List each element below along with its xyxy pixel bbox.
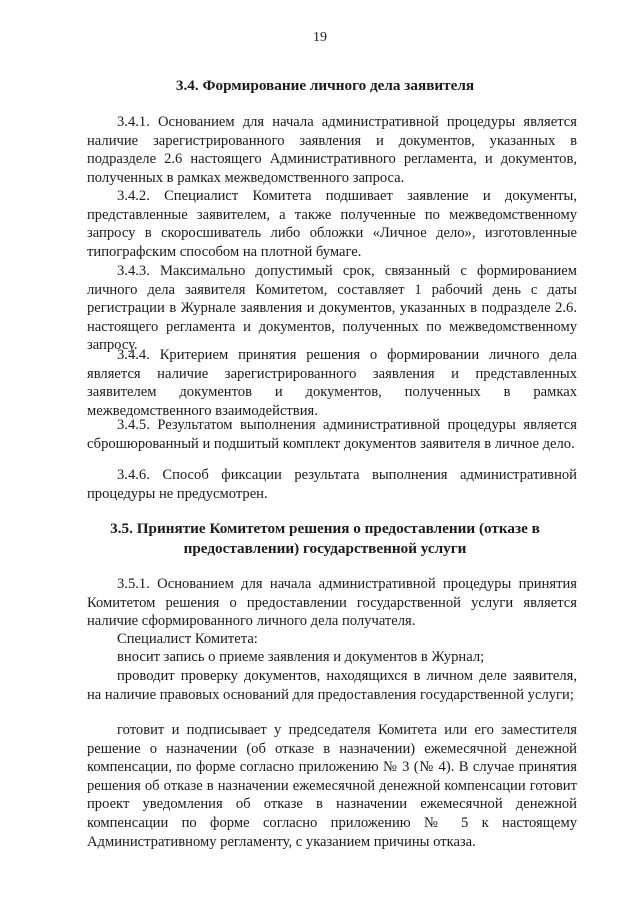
section-3-5-heading-line1: 3.5. Принятие Комитетом решения о предоставлении (отказе в: [110, 520, 540, 537]
paragraph-3-4-3: 3.4.3. Максимально допустимый срок, связанный с формированием личного дела заявителя Комитетом, составляет 1 рабочий день с даты регистрации в Журнале заявления и документов, указанных в подразделе 2.6. настоящего регламента и документов, полученных по межведомственному запросу.: [87, 263, 577, 354]
paragraph-3-4-2: 3.4.2. Специалист Комитета подшивает заявление и документы, представленные заявителем, а также полученные по межведомственному запросу в скоросшиватель либо обложки «Личное дело», изготовленные типографским способом на плотной бумаге.: [87, 188, 577, 260]
section-3-5-heading-line2: предоставлении) государственной услуги: [183, 540, 467, 557]
section-3-4-heading: 3.4. Формирование личного дела заявителя: [175, 77, 475, 94]
paragraph-decision-prep: готовит и подписывает у председателя Комитета или его заместителя решение о назначении (об отказе в назначении) ежемесячной денежной компенсации, по форме согласно приложению № 3 (№ 4). В случае принятия решения об отказе в назначении ежемесячной денежной компенсации готовит проект уведомления об отказе в назначении ежемесячной денежной компенсации по форме согласно приложению № 5 к настоящему Административному регламенту, с указанием причины отказа.: [87, 722, 577, 850]
paragraph-journal-entry: вносит запись о приеме заявления и документов в Журнал;: [117, 649, 485, 665]
paragraph-document-check: проводит проверку документов, находящихся в личном деле заявителя, на наличие правовых оснований для предоставления государственной услуги;: [87, 668, 577, 703]
paragraph-3-4-4: 3.4.4. Критерием принятия решения о формировании личного дела является наличие зарегистрированного заявления и представленных заявителем документов и документов, полученных в рамках межведомственного взаимодействия.: [87, 347, 577, 419]
paragraph-3-4-5: 3.4.5. Результатом выполнения административной процедуры является сброшюрованный и подшитый комплект документов заявителя в личное дело.: [87, 417, 577, 452]
paragraph-3-4-6: 3.4.6. Способ фиксации результата выполнения административной процедуры не предусмотрен.: [87, 467, 577, 502]
paragraph-specialist: Специалист Комитета:: [117, 631, 258, 647]
page-number: 19: [313, 30, 327, 45]
paragraph-3-4-1: 3.4.1. Основанием для начала административной процедуры является наличие зарегистрированного заявления и документов, указанных в подразделе 2.6 настоящего Административного регламента, и документов, полученных в рамках межведомственного запроса.: [87, 114, 577, 186]
paragraph-3-5-1: 3.5.1. Основанием для начала административной процедуры принятия Комитетом решения о предоставлении государственной услуги является наличие сформированного личного дела получателя.: [87, 576, 577, 630]
